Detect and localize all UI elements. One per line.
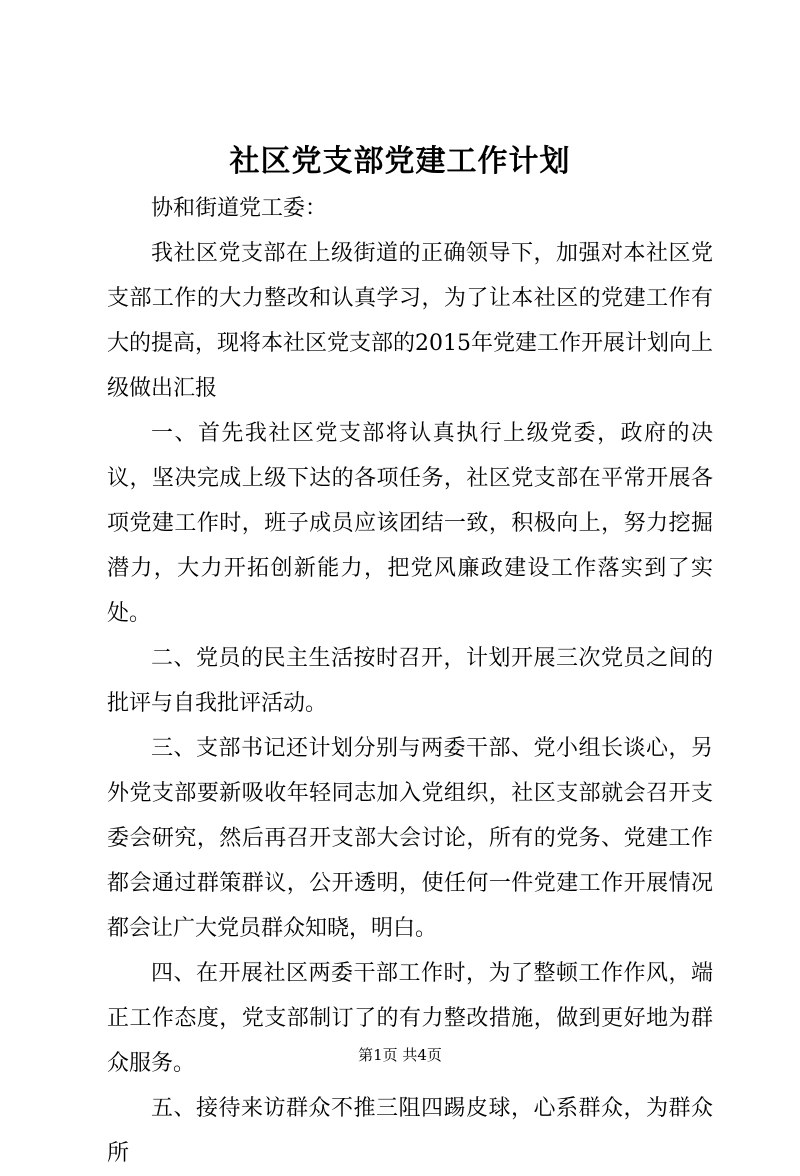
paragraph-item-2: 二、党员的民主生活按时召开，计划开展三次党员之间的批评与自我批评活动。 xyxy=(107,646,713,716)
document-body xyxy=(107,186,713,1176)
paragraph-item-4: 四、在开展社区两委干部工作时，为了整顿工作作风，端正工作态度，党支部制订了的有力整改措施，做到更好地为群众服务。 xyxy=(107,961,713,1076)
paragraph-item-1: 一、首先我社区党支部将认真执行上级党委，政府的决议，坚决完成上级下达的各项任务，社区党支部在平常开展各项党建工作时，班子成员应该团结一致，积极向上，努力挖掘潜力，大力开拓创新能力，把党风廉政建设工作落实到了实处。 xyxy=(107,421,713,626)
paragraph-item-5: 五、接待来访群众不推三阻四踢皮球，心系群众，为群众所 xyxy=(107,1096,713,1166)
paragraph-intro: 我社区党支部在上级街道的正确领导下，加强对本社区党支部工作的大力整改和认真学习，为了让本社区的党建工作有大的提高，现将本社区党支部的2015年党建工作开展计划向上级做出汇报 xyxy=(107,241,713,401)
salutation: 协和街道党工委： xyxy=(151,196,328,221)
document-title: 社区党支部党建工作计划 xyxy=(229,144,571,179)
page-number-footer: 第1页 共4页 xyxy=(358,1046,442,1064)
paragraph-item-3: 三、支部书记还计划分别与两委干部、党小组长谈心，另外党支部要新吸收年轻同志加入党组织，社区支部就会召开支委会研究，然后再召开支部大会讨论，所有的党务、党建工作都会通过群策群议，公开透明，使任何一件党建工作开展情况都会让广大党员群众知晓，明白。 xyxy=(107,736,713,941)
